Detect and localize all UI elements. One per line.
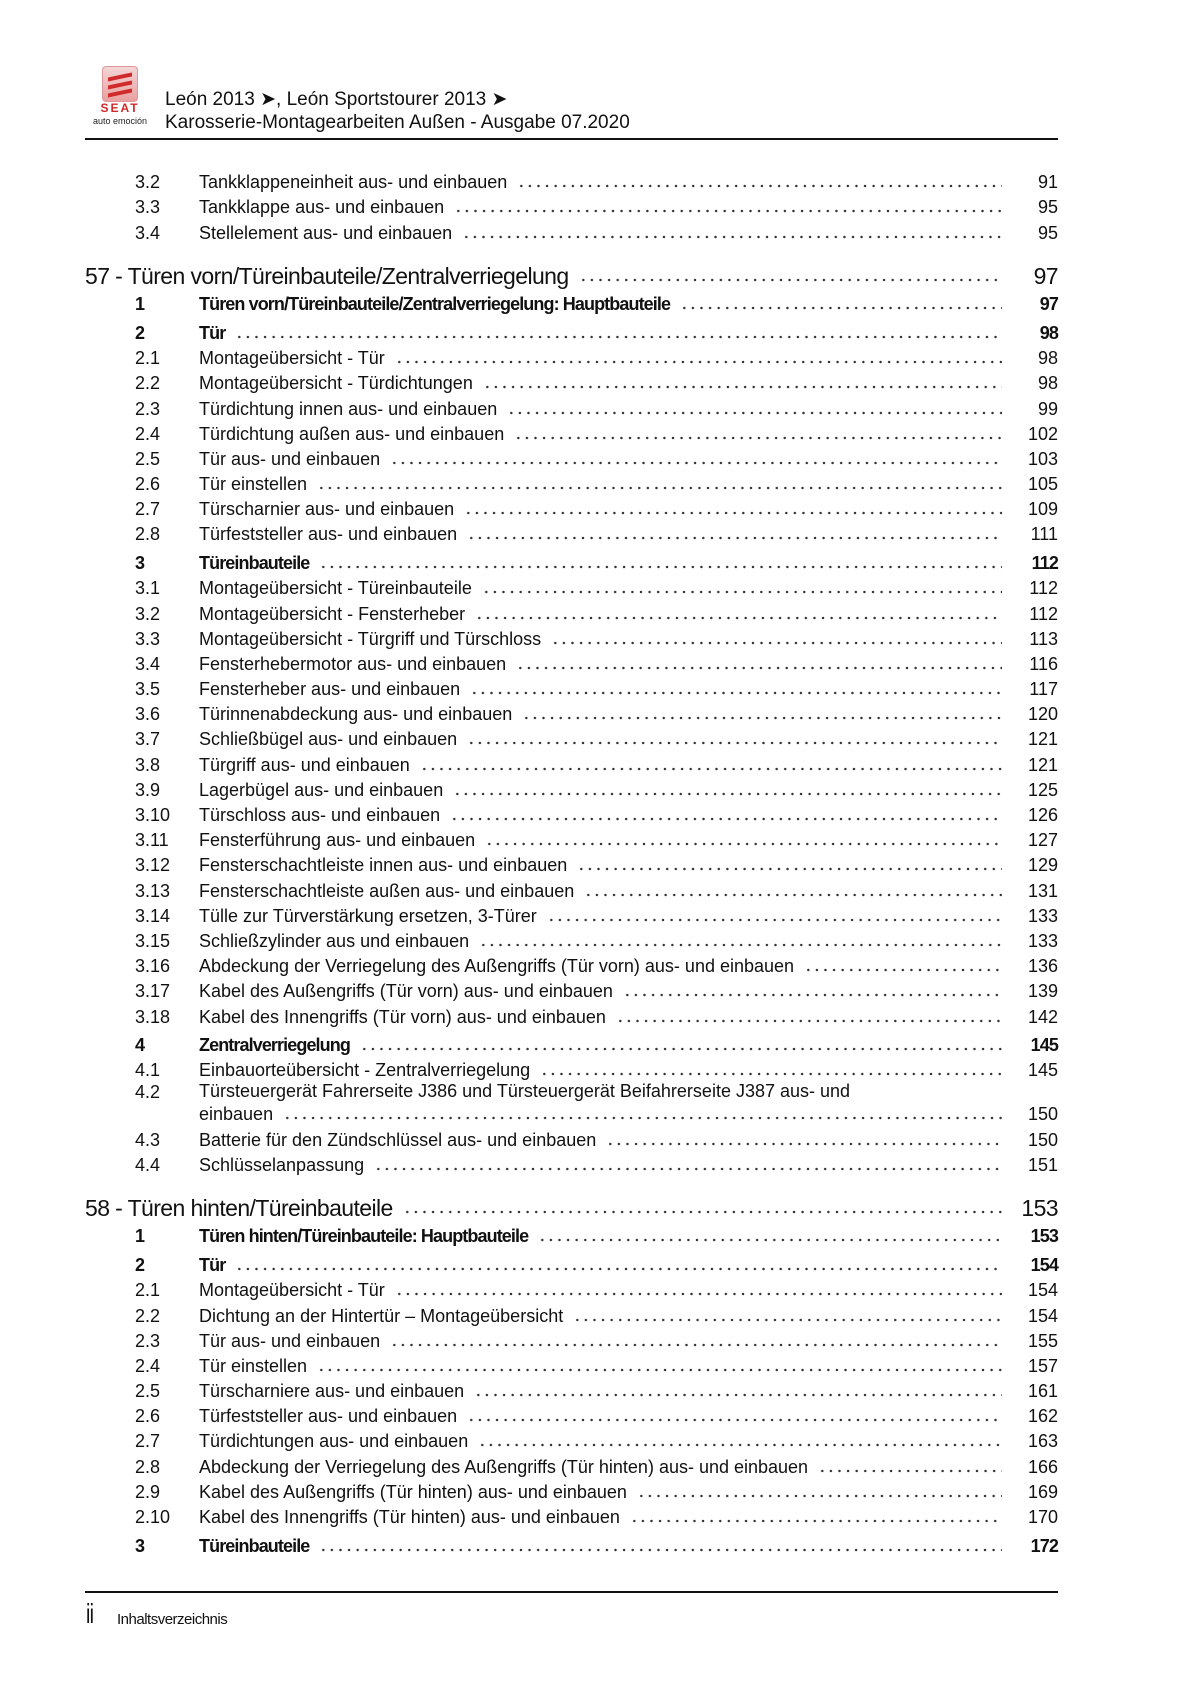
entry-page: 126	[1027, 805, 1058, 825]
entry-title: Türen vorn/Türeinbauteile/Zentralverriegelung: Hauptbauteile	[199, 294, 671, 315]
entry-title: Kabel des Außengriffs (Tür hinten) aus- und einbauen	[199, 1481, 627, 1502]
entry-page: 154	[1027, 1280, 1058, 1301]
entry-number: 2.5	[135, 448, 161, 469]
logo-tagline: auto emoción	[92, 116, 148, 126]
entry-title: Kabel des Außengriffs (Tür vorn) aus- und einbauen	[199, 981, 613, 1002]
toc-entry[interactable]	[85, 574, 1058, 599]
entry-page: 102	[1027, 423, 1058, 444]
entry-title: Dichtung an der Hintertür – Montageübersicht	[199, 1305, 564, 1326]
entry-page: 127	[1027, 830, 1058, 851]
toc-entry[interactable]	[85, 599, 1058, 624]
entry-page: 150	[1027, 1129, 1058, 1150]
entry-title: 57 - Türen vorn/Türeinbauteile/Zentralverriegelung	[85, 262, 569, 289]
entry-number: 3.2	[135, 603, 161, 624]
dot-leader	[317, 486, 1002, 490]
dot-leader	[637, 1494, 1002, 1498]
entry-title-continued: einbauen	[199, 1104, 274, 1125]
toc-entry[interactable]	[85, 344, 1058, 369]
entry-title: Zentralverriegelung	[199, 1035, 350, 1056]
entry-number: 3.17	[135, 981, 171, 1002]
entry-number: 3.2	[135, 172, 161, 193]
entry-number: 3.3	[135, 197, 161, 218]
entry-page: 111	[1030, 524, 1058, 545]
entry-number: 2.3	[135, 1330, 161, 1351]
dot-leader	[584, 893, 1002, 897]
dot-leader	[450, 817, 1002, 821]
entry-page: 139	[1027, 981, 1058, 1002]
dot-leader	[479, 943, 1002, 947]
entry-page: 109	[1027, 499, 1058, 520]
toc-entry[interactable]	[85, 902, 1058, 927]
dot-leader	[547, 918, 1002, 922]
entry-title: Tür einstellen	[199, 1355, 308, 1376]
entry-page: 116	[1029, 653, 1058, 674]
dot-leader	[283, 1116, 1002, 1120]
entry-number: 2.8	[135, 524, 161, 545]
dot-leader	[470, 691, 1002, 695]
entry-number: 2.7	[135, 1431, 161, 1452]
entry-page: 131	[1027, 880, 1058, 901]
entry-page: 97	[1033, 262, 1058, 289]
entry-title: Fensterhebermotor aus- und einbauen	[199, 653, 507, 674]
dot-leader	[478, 1443, 1002, 1447]
entry-title: Fensterschachtleiste innen aus- und einbauen	[199, 855, 568, 876]
entry-title: Schließbügel aus- und einbauen	[199, 729, 458, 750]
toc-entry[interactable]	[85, 1377, 1058, 1402]
entry-page: 105	[1027, 474, 1058, 495]
toc-entry[interactable]	[85, 193, 1058, 218]
entry-page: 142	[1027, 1006, 1058, 1027]
entry-title: Türdichtung außen aus- und einbauen	[199, 423, 505, 444]
entry-number: 3.14	[135, 905, 171, 926]
entry-number: 3.1	[135, 578, 161, 599]
toc-entry[interactable]	[85, 495, 1058, 520]
entry-title: Abdeckung der Verriegelung des Außengriffs (Tür hinten) aus- und einbauen	[199, 1456, 809, 1477]
seat-emblem-icon	[102, 66, 138, 102]
entry-title: Türdichtungen aus- und einbauen	[199, 1431, 469, 1452]
toc-entry[interactable]	[85, 1002, 1058, 1027]
entry-page: 103	[1027, 448, 1058, 469]
entry-title: Tür aus- und einbauen	[199, 448, 381, 469]
entry-number: 4.4	[135, 1154, 161, 1175]
toc-entry[interactable]	[85, 394, 1058, 419]
dot-leader	[507, 411, 1002, 415]
dot-leader	[319, 1548, 1002, 1552]
entry-page: 151	[1027, 1154, 1058, 1175]
table-of-contents	[85, 168, 1058, 1557]
entry-title: Batterie für den Zündschlüssel aus- und einbauen	[199, 1129, 597, 1150]
entry-title: Tankklappeneinheit aus- und einbauen	[199, 172, 508, 193]
entry-title: Fensterführung aus- und einbauen	[199, 830, 476, 851]
dot-leader	[453, 792, 1002, 796]
dot-leader	[467, 536, 1002, 540]
entry-page: 121	[1027, 729, 1058, 750]
entry-number: 3	[135, 553, 146, 574]
toc-entry[interactable]	[85, 470, 1058, 495]
toc-entry[interactable]	[85, 1081, 1058, 1125]
toc-entry[interactable]	[85, 927, 1058, 952]
entry-number: 2.4	[135, 423, 161, 444]
toc-entry[interactable]	[85, 1151, 1058, 1176]
toc-entry[interactable]	[85, 549, 1058, 574]
dot-leader	[395, 1292, 1002, 1296]
toc-entry[interactable]	[85, 876, 1058, 901]
entry-title: 58 - Türen hinten/Türeinbauteile	[85, 1194, 393, 1221]
toc-entry[interactable]	[85, 977, 1058, 1002]
header-rule	[85, 138, 1058, 140]
entry-page: 129	[1027, 855, 1058, 876]
entry-title: Türeinbauteile	[199, 1535, 310, 1556]
entry-title: Abdeckung der Verriegelung des Außengriffs (Tür vorn) aus- und einbauen	[199, 956, 795, 977]
entry-page: 113	[1029, 628, 1058, 649]
entry-number: 4	[135, 1035, 146, 1056]
entry-title: Montageübersicht - Tür	[199, 1280, 385, 1301]
dot-leader	[235, 335, 1002, 339]
entry-page: 98	[1037, 373, 1058, 394]
entry-page: 95	[1037, 197, 1058, 218]
toc-entry[interactable]	[85, 1402, 1058, 1427]
toc-entry[interactable]	[85, 776, 1058, 801]
toc-entry[interactable]	[85, 750, 1058, 775]
dot-leader	[467, 1418, 1002, 1422]
entry-page: 145	[1027, 1060, 1058, 1081]
entry-title: Stellelement aus- und einbauen	[199, 222, 453, 243]
footer-rule	[85, 1591, 1058, 1593]
entry-number: 3.4	[135, 222, 161, 243]
toc-chapter[interactable]	[85, 1187, 1058, 1219]
entry-page: 133	[1027, 905, 1058, 926]
dot-leader	[390, 461, 1002, 465]
toc-entry[interactable]	[85, 1301, 1058, 1326]
entry-number: 3.5	[135, 679, 161, 700]
entry-title: Türgriff aus- und einbauen	[199, 754, 410, 775]
entry-page: 112	[1031, 553, 1058, 574]
dot-leader	[462, 235, 1002, 239]
entry-number: 3.13	[135, 880, 171, 901]
toc-entry[interactable]	[85, 290, 1058, 315]
entry-title: Türscharnier aus- und einbauen	[199, 499, 455, 520]
entry-title: Einbauorteübersicht - Zentralverriegelung	[199, 1060, 531, 1081]
dot-leader	[390, 1343, 1002, 1347]
entry-page: 112	[1029, 578, 1058, 599]
dot-leader	[420, 767, 1002, 771]
entry-title: Türfeststeller aus- und einbauen	[199, 524, 458, 545]
toc-entry[interactable]	[85, 1222, 1058, 1247]
entry-number: 3.7	[135, 729, 161, 750]
toc-entry[interactable]	[85, 1031, 1058, 1056]
dot-leader	[579, 278, 1002, 282]
entry-title: Montageübersicht - Türdichtungen	[199, 373, 473, 394]
entry-page: 162	[1027, 1406, 1058, 1427]
dot-leader	[616, 1019, 1002, 1023]
dot-leader	[606, 1142, 1002, 1146]
dot-leader	[319, 565, 1002, 569]
entry-title: Montageübersicht - Tür	[199, 348, 385, 369]
toc-entry[interactable]	[85, 1503, 1058, 1528]
entry-number: 2.6	[135, 474, 161, 495]
entry-title: Kabel des Innengriffs (Tür vorn) aus- und einbauen	[199, 1006, 606, 1027]
dot-leader	[474, 1393, 1002, 1397]
entry-title: Lagerbügel aus- und einbauen	[199, 779, 444, 800]
logo-brand: SEAT	[100, 101, 140, 115]
dot-leader	[360, 1047, 1002, 1051]
entry-number: 1	[135, 294, 146, 315]
entry-page: 161	[1027, 1381, 1058, 1402]
entry-number: 3.9	[135, 779, 161, 800]
toc-entry[interactable]	[85, 445, 1058, 470]
entry-title: Türscharniere aus- und einbauen	[199, 1381, 465, 1402]
seat-logo	[84, 66, 156, 126]
entry-number: 2.7	[135, 499, 161, 520]
entry-number: 3	[135, 1535, 146, 1556]
entry-title: Fensterschachtleiste außen aus- und einbauen	[199, 880, 575, 901]
dot-leader	[485, 842, 1002, 846]
entry-title: Montageübersicht - Fensterheber	[199, 603, 466, 624]
entry-title: Kabel des Innengriffs (Tür hinten) aus- und einbauen	[199, 1507, 620, 1527]
entry-title: Türschloss aus- und einbauen	[199, 805, 441, 825]
entry-title: Türsteuergerät Fahrerseite J386 und Türsteuergerät Beifahrerseite J387 aus- und	[199, 1081, 851, 1102]
entry-title: Schließzylinder aus und einbauen	[199, 930, 470, 951]
entry-page: 172	[1030, 1535, 1058, 1556]
entry-number: 2.5	[135, 1381, 161, 1402]
entry-title: Türdichtung innen aus- und einbauen	[199, 398, 498, 419]
entry-page: 170	[1027, 1507, 1058, 1527]
entry-page: 121	[1027, 754, 1058, 775]
entry-title: Tülle zur Türverstärkung ersetzen, 3-Türer	[199, 905, 537, 926]
entry-page: 154	[1027, 1305, 1058, 1326]
dot-leader	[630, 1519, 1002, 1523]
toc-entry[interactable]	[85, 369, 1058, 394]
dot-leader	[623, 993, 1002, 997]
entry-number: 3.15	[135, 930, 171, 951]
toc-entry[interactable]	[85, 1452, 1058, 1477]
entry-number: 2.10	[135, 1507, 171, 1527]
header-manual-title: Karosserie-Montagearbeiten Außen - Ausgabe 07.2020	[165, 112, 630, 133]
entry-title: Tür einstellen	[199, 474, 308, 495]
dot-leader	[522, 716, 1002, 720]
toc-entry[interactable]	[85, 1532, 1058, 1557]
entry-title: Türfeststeller aus- und einbauen	[199, 1406, 458, 1427]
entry-page: 163	[1027, 1431, 1058, 1452]
entry-number: 3.6	[135, 704, 161, 725]
entry-number: 4.2	[135, 1082, 161, 1103]
dot-leader	[514, 436, 1002, 440]
entry-number: 2.1	[135, 348, 161, 369]
footer-page-number: ii	[86, 1598, 94, 1629]
entry-page: 145	[1030, 1035, 1058, 1056]
toc-entry[interactable]	[85, 1427, 1058, 1452]
entry-page: 153	[1030, 1226, 1058, 1247]
entry-number: 2	[135, 1255, 146, 1276]
toc-entry[interactable]	[85, 1125, 1058, 1150]
entry-page: 91	[1037, 172, 1058, 193]
entry-number: 3.3	[135, 628, 161, 649]
entry-page: 99	[1037, 398, 1058, 419]
header-models: León 2013 ➤, León Sportstourer 2013 ➤	[165, 89, 508, 110]
entry-page: 120	[1027, 704, 1058, 725]
entry-page: 112	[1029, 603, 1058, 624]
toc-entry[interactable]	[85, 319, 1058, 344]
entry-title: Türen hinten/Türeinbauteile: Hauptbauteile	[199, 1226, 529, 1247]
toc-entry[interactable]	[85, 168, 1058, 193]
entry-page: 98	[1037, 348, 1058, 369]
dot-leader	[395, 360, 1002, 364]
entry-number: 2.2	[135, 373, 161, 394]
dot-leader	[804, 968, 1002, 972]
entry-page: 150	[1027, 1104, 1058, 1125]
entry-title: Tür	[199, 322, 226, 343]
dot-leader	[374, 1167, 1002, 1171]
toc-entry[interactable]	[85, 826, 1058, 851]
dot-leader	[482, 590, 1002, 594]
entry-page: 157	[1027, 1355, 1058, 1376]
entry-number: 3.8	[135, 754, 161, 775]
toc-entry[interactable]	[85, 801, 1058, 826]
dot-leader	[551, 641, 1002, 645]
toc-entry[interactable]	[85, 1276, 1058, 1301]
toc-entry[interactable]	[85, 952, 1058, 977]
entry-page: 155	[1027, 1330, 1058, 1351]
dot-leader	[577, 867, 1002, 871]
dot-leader	[464, 511, 1002, 515]
entry-title: Türinnenabdeckung aus- und einbauen	[199, 704, 513, 725]
entry-number: 4.3	[135, 1129, 161, 1150]
entry-number: 2.9	[135, 1481, 161, 1502]
entry-number: 2.4	[135, 1355, 161, 1376]
entry-title: Montageübersicht - Türeinbauteile	[199, 578, 472, 599]
entry-number: 2.3	[135, 398, 161, 419]
entry-title: Tankklappe aus- und einbauen	[199, 197, 445, 218]
toc-entry[interactable]	[85, 650, 1058, 675]
entry-page: 154	[1030, 1255, 1058, 1276]
entry-number: 2.2	[135, 1305, 161, 1326]
entry-title: Schlüsselanpassung	[199, 1154, 365, 1175]
entry-number: 3.12	[135, 855, 171, 876]
dot-leader	[516, 666, 1002, 670]
toc-entry[interactable]	[85, 1251, 1058, 1276]
toc-entry[interactable]	[85, 675, 1058, 700]
entry-page: 97	[1039, 294, 1058, 315]
entry-number: 4.1	[135, 1060, 161, 1081]
entry-number: 3.11	[135, 830, 169, 851]
entry-number: 3.4	[135, 653, 161, 674]
entry-number: 1	[135, 1226, 146, 1247]
entry-page: 169	[1027, 1481, 1058, 1502]
toc-entry[interactable]	[85, 851, 1058, 876]
dot-leader	[540, 1072, 1002, 1076]
entry-number: 2.6	[135, 1406, 161, 1427]
entry-number: 2	[135, 322, 146, 343]
dot-leader	[517, 184, 1002, 188]
footer-section: Inhaltsverzeichnis	[117, 1611, 228, 1628]
entry-page: 117	[1029, 679, 1058, 700]
toc-entry[interactable]	[85, 725, 1058, 750]
entry-page: 98	[1039, 322, 1058, 343]
dot-leader	[818, 1469, 1002, 1473]
toc-entry[interactable]	[85, 700, 1058, 725]
dot-leader	[467, 741, 1002, 745]
entry-title: Tür aus- und einbauen	[199, 1330, 381, 1351]
dot-leader	[454, 209, 1002, 213]
dot-leader	[317, 1368, 1002, 1372]
entry-number: 2.1	[135, 1280, 161, 1301]
entry-page: 95	[1037, 222, 1058, 243]
dot-leader	[235, 1267, 1002, 1271]
toc-entry[interactable]	[85, 625, 1058, 650]
entry-page: 125	[1027, 779, 1058, 800]
entry-page: 153	[1021, 1194, 1058, 1221]
toc-entry[interactable]	[85, 420, 1058, 445]
toc-entry[interactable]	[85, 520, 1058, 545]
dot-leader	[483, 385, 1002, 389]
entry-title: Tür	[199, 1255, 226, 1276]
dot-leader	[538, 1238, 1002, 1242]
toc-entry[interactable]	[85, 1327, 1058, 1352]
entry-page: 166	[1027, 1456, 1058, 1477]
toc-entry[interactable]	[85, 218, 1058, 243]
toc-chapter[interactable]	[85, 255, 1058, 287]
entry-title: Türeinbauteile	[199, 553, 310, 574]
entry-number: 3.18	[135, 1006, 171, 1027]
dot-leader	[403, 1210, 1002, 1214]
entry-number: 3.16	[135, 956, 171, 977]
entry-page: 136	[1027, 956, 1058, 977]
entry-number: 2.8	[135, 1456, 161, 1477]
toc-entry[interactable]	[85, 1352, 1058, 1377]
entry-title: Montageübersicht - Türgriff und Türschloss	[199, 628, 542, 649]
toc-entry[interactable]	[85, 1056, 1058, 1081]
entry-title: Fensterheber aus- und einbauen	[199, 679, 461, 700]
dot-leader	[680, 306, 1002, 310]
dot-leader	[475, 616, 1002, 620]
entry-number: 3.10	[135, 805, 171, 825]
toc-entry[interactable]	[85, 1478, 1058, 1503]
dot-leader	[573, 1318, 1002, 1322]
entry-page: 133	[1027, 930, 1058, 951]
